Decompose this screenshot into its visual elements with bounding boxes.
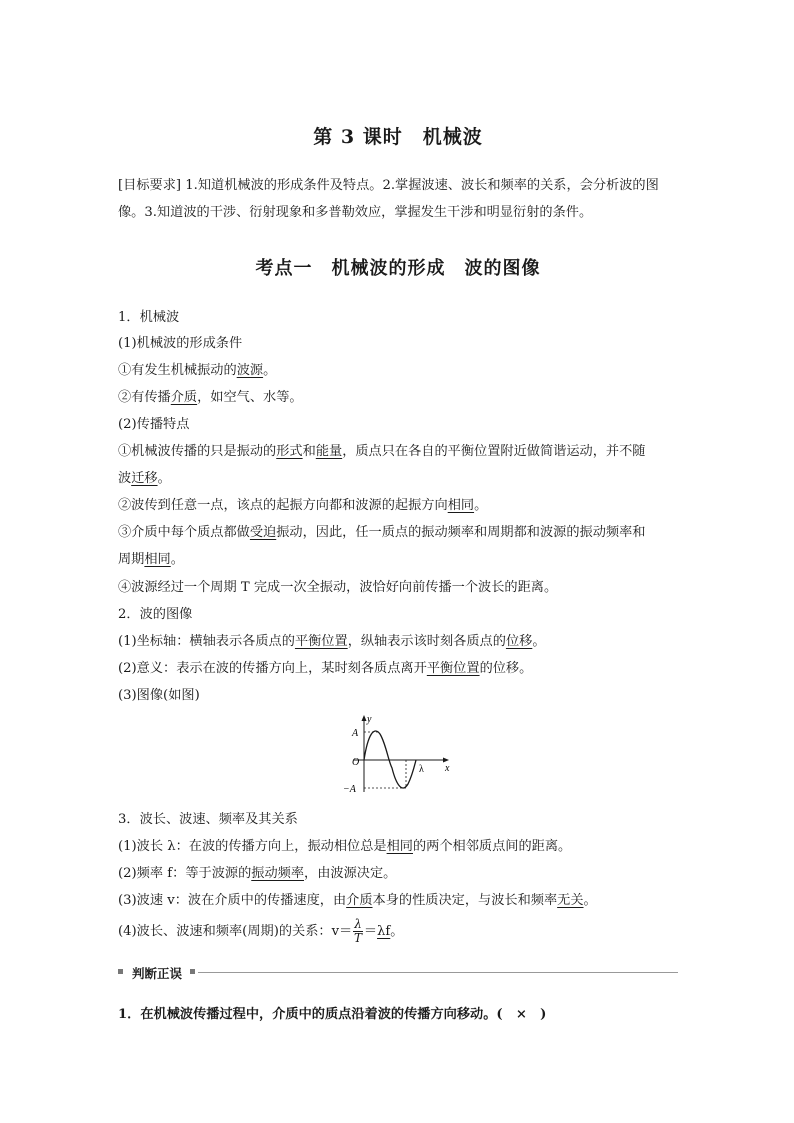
lambda-label: λ — [419, 764, 424, 775]
s2-heading: 2．波的图像 — [118, 607, 193, 622]
s1-point-4: ④波源经过一个周期 T 完成一次全振动，波恰好向前传播一个波长的距离。 — [118, 580, 558, 595]
s1-condition-2: ②有传播介质，如空气、水等。 — [118, 390, 303, 405]
bullet-icon — [118, 969, 123, 974]
s1-point-3-cont: 周期相同。 — [118, 552, 184, 567]
answer-blank: 介质 — [170, 390, 198, 405]
judge-section-bar — [118, 964, 678, 980]
s1-condition-1: ①有发生机械振动的波源。 — [118, 363, 277, 378]
bullet-icon — [190, 969, 195, 974]
answer-blank: 形式 — [276, 444, 303, 459]
origin-label: O — [352, 757, 360, 768]
goal-paragraph — [118, 172, 678, 226]
s3-heading: 3．波长、波速、频率及其关系 — [118, 812, 298, 827]
s3-line-2: (2)频率 f：等于波源的振动频率，由波源决定。 — [118, 866, 397, 881]
s3-line-1: (1)波长 λ：在波的传播方向上，振动相位总是相同的两个相邻质点间的距离。 — [118, 839, 572, 854]
s1-sub2: (2)传播特点 — [118, 417, 190, 432]
s1-point-1: ①机械波传播的只是振动的形式和能量，质点只在各自的平衡位置附近做简谐运动，并不随 — [118, 444, 646, 459]
x-label: x — [445, 763, 450, 774]
s3-line-4: (4)波长、波速和频率(周期)的关系：v＝ $\frac{\lambda}{T}$ ＝λf。 — [118, 917, 404, 945]
answer-blank: 介质 — [346, 893, 373, 908]
answer-blank: λf — [377, 924, 391, 939]
s2-line-2: (2)意义：表示在波的传播方向上，某时刻各质点离开平衡位置的位移。 — [118, 661, 533, 676]
s3-line-3: (3)波速 v：波在介质中的传播速度，由介质本身的性质决定，与波长和频率无关。 — [118, 893, 597, 908]
s1-point-3: ③介质中每个质点都做受迫振动，因此，任一质点的振动频率和周期都和波源的振动频率和 — [118, 525, 646, 540]
s1-sub1: (1)机械波的形成条件 — [118, 336, 243, 351]
s1-heading: 1．机械波 — [118, 310, 180, 325]
wave-graph — [340, 712, 452, 794]
x-axis-arrow-icon — [443, 758, 449, 763]
y-label: y — [367, 714, 372, 725]
answer-blank: 相同 — [144, 552, 171, 567]
s2-line-3: (3)图像(如图) — [118, 688, 200, 703]
section-title: 考点一 机械波的形成 波的图像 — [255, 258, 541, 279]
a-label: A — [352, 728, 359, 739]
page-title: 第 3 课时 机械波 — [313, 126, 483, 148]
s1-point-1-cont: 波迁移。 — [118, 471, 171, 486]
neg-a-label: −A — [343, 784, 356, 794]
divider — [198, 972, 678, 973]
answer-blank: 无关 — [557, 893, 584, 908]
answer-blank: 振动频率 — [251, 866, 305, 881]
s2-line-1: (1)坐标轴：横轴表示各质点的平衡位置，纵轴表示该时刻各质点的位移。 — [118, 634, 546, 649]
answer-blank: 平衡位置 — [294, 634, 348, 649]
judge-question-1: 1．在机械波传播过程中，介质中的质点沿着波的传播方向移动。( × ) — [118, 1007, 547, 1022]
lambda-over-t-fraction: $\frac{\lambda}{T}$ — [354, 917, 363, 945]
answer-blank: 能量 — [315, 444, 343, 459]
answer-blank: 相同 — [447, 498, 475, 513]
goal-tag: [目标要求] — [118, 178, 182, 193]
goal-text: 1.知道机械波的形成条件及特点。2.掌握波速、波长和频率的关系，会分析波的图像。3.知道波的干涉、衍射现象和多普勒效应，掌握发生干涉和明显衍射的条件。 — [118, 178, 659, 220]
answer-blank: 相同 — [386, 839, 413, 854]
answer-blank: 波源 — [236, 363, 264, 378]
answer-blank: 受迫 — [249, 525, 277, 540]
answer-blank: 迁移 — [131, 471, 158, 486]
judge-label: 判断正误 — [132, 966, 183, 981]
s1-point-2: ②波传到任意一点，该点的起振方向都和波源的起振方向相同。 — [118, 498, 488, 513]
answer-blank: 平衡位置 — [426, 661, 480, 676]
y-axis-arrow-icon — [362, 715, 367, 721]
answer-blank: 位移 — [505, 634, 533, 649]
